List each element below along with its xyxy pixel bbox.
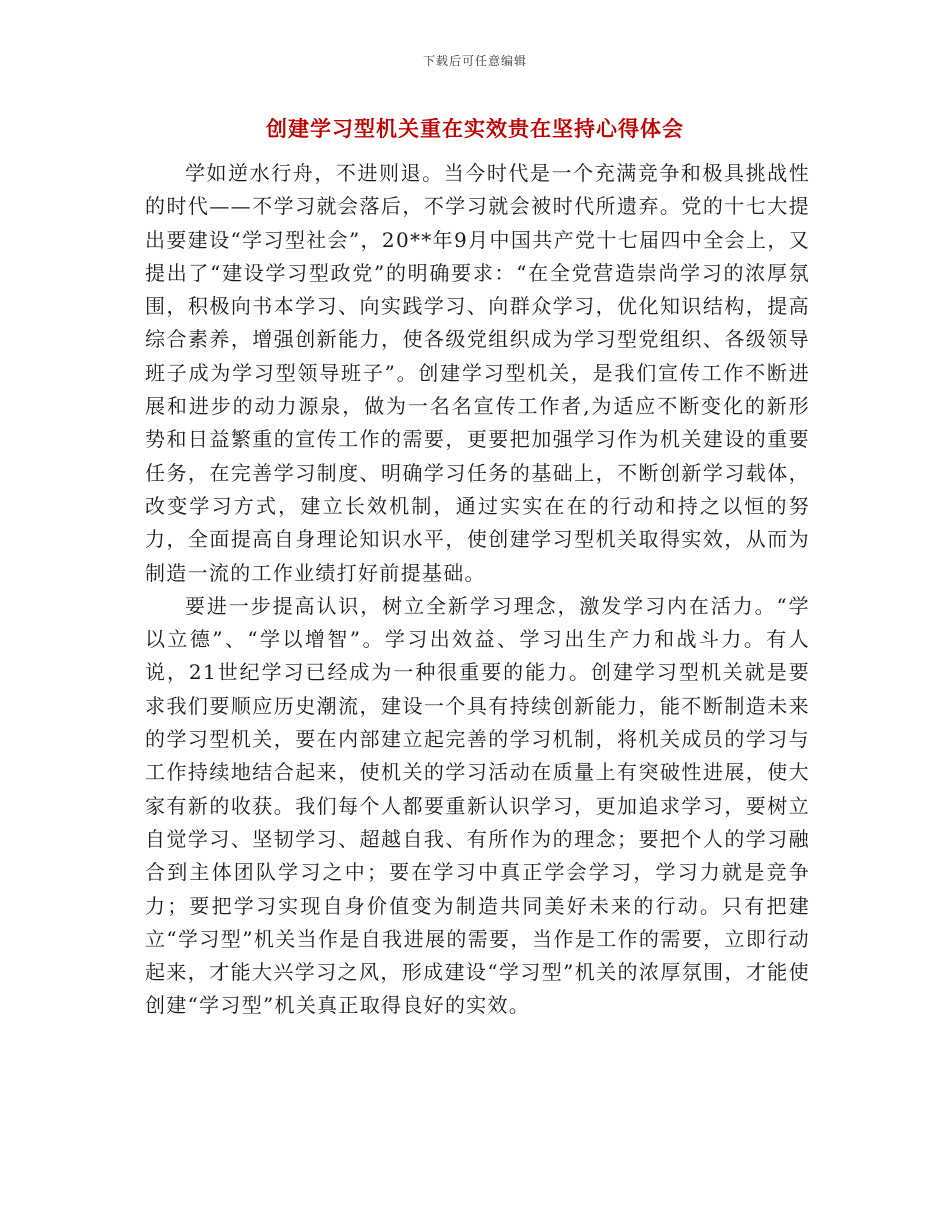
document-title: 创建学习型机关重在实效贵在坚持心得体会 — [266, 116, 684, 141]
header-note: 下载后可任意编辑 — [422, 54, 527, 68]
document-body — [145, 157, 810, 1023]
paragraph-1: 学如逆水行舟，不进则退。当今时代是一个充满竞争和极具挑战性的时代——不学习就会落后，不学习就会被时代所遗弃。党的十七大提出要建设“学习型社会”，20**年9月中国共产党十七届四中全会上，又提出了“建设学习型政党”的明确要求：“在全党营造崇尚学习的浓厚氛围，积极向书本学习、向实践学习、向群众学习，优化知识结构，提高综合素养，增强创新能力，使各级党组织成为学习型党组织、各级领导班子成为学习型领导班子”。创建学习型机关，是我们宣传工作不断进展和进步的动力源泉，做为一名名宣传工作者,为适应不断变化的新形势和日益繁重的宣传工作的需要，更要把加强学习作为机关建设的重要任务，在完善学习制度、明确学习任务的基础上，不断创新学习载体，改变学习方式，建立长效机制，通过实实在在的行动和持之以恒的努力，全面提高自身理论知识水平，使创建学习型机关取得实效，从而为制造一流的工作业绩打好前提基础。 — [145, 161, 810, 585]
paragraph-2: 要进一步提高认识，树立全新学习理念，激发学习内在活力。“学以立德”、“学以增智”。学习出效益、学习出生产力和战斗力。有人说，21世纪学习已经成为一种很重要的能力。创建学习型机关就是要求我们要顺应历史潮流，建设一个具有持续创新能力，能不断制造未来的学习型机关，要在内部建立起完善的学习机制，将机关成员的学习与工作持续地结合起来，使机关的学习活动在质量上有突破性进展，使大家有新的收获。我们每个人都要重新认识学习，更加追求学习，要树立自觉学习、坚韧学习、超越自我、有所作为的理念；要把个人的学习融合到主体团队学习之中；要在学习中真正学会学习，学习力就是竞争力；要把学习实现自身价值变为制造共同美好未来的行动。只有把建立“学习型”机关当作是自我进展的需要，当作是工作的需要，立即行动起来，才能大兴学习之风，形成建设“学习型”机关的浓厚氛围，才能使创建“学习型”机关真正取得良好的实效。 — [145, 593, 810, 1018]
